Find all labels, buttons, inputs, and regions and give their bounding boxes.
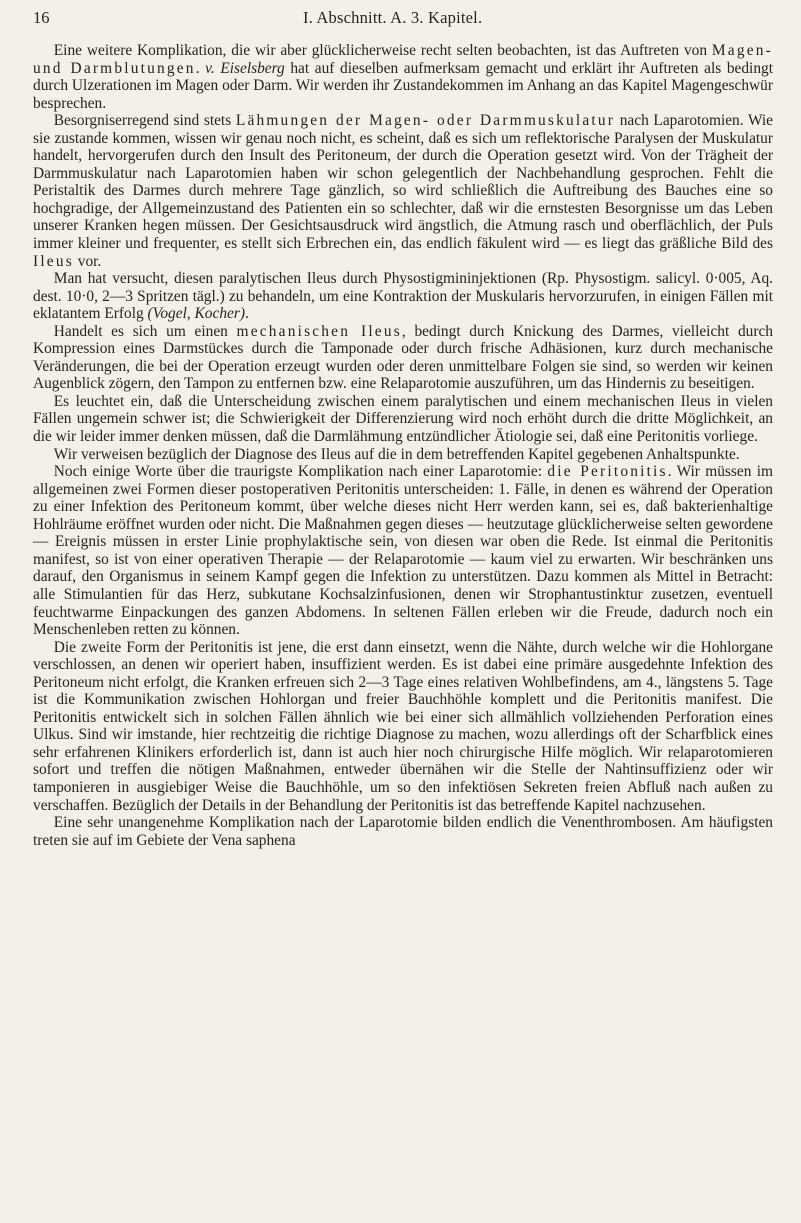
text-run: Besorgniserregend sind stets (53, 112, 236, 130)
text-run: Die zweite Form der Peritonitis ist jene, die erst dann einsetzt, wenn die Nähte, durch welche wir die Hohlorgane verschlossen, an denen wir operiert haben, insuffizient werden. Es ist dabei eine primäre ausgedehnte Infektion des Peritoneum nicht erfolgt, die Kranken erfreuen sich 2—3 Tage eines relativen Wohlbefindens, am 4., längstens 5. Tage ist die Kommunikation zwischen Hohlorgan und freier Bauchhöhle komplett und die Peritonitis manifest. Die Peritonitis entwickelt sich in solchen Fällen ähnlich wie bei einer sich allmählich vollziehenden Perforation eines Ulkus. Sind wir imstande, hier rechtzeitig die richtige Diagnose zu machen, wozu allerdings oft der Scharfblick eines sehr erfahrenen Klinikers erforderlich ist, dann ist auch hier noch chirurgische Hilfe möglich. Wir relaparotomieren sofort und treffen die nötigen Maßnahmen, entweder übernähen wir die Stelle der Nahtinsuffizienz oder wir tamponieren in ausgiebiger Weise die Bauchhöhle, um so den infektiösen Sekreten freien Abfluß nach außen zu verschaffen. Bezüglich der Details in der Behandlung der Peritonitis ist das betreffende Kapitel nachzusehen. (33, 638, 773, 814)
emphasis-magen-darmblutungen: Magen- und Darmblutungen (33, 42, 773, 77)
emphasis-peritonitis: die Peritonitis (547, 463, 668, 481)
running-title: I. Abschnitt. A. 3. Kapitel. (303, 8, 483, 27)
text-run: nach Laparotomien. Wie sie zustande kommen, wissen wir genau noch nicht, es scheint, daß es sich um reflektorische Paralysen der Muskulatur handelt, hervorgerufen durch den Insult des Peritoneum, der durch die Operation gesetzt wird. Von der Trägheit der Darmmuskulatur nach Laparotomien haben wir schon gelegentlich der Nachbehandlung gesprochen. Fehlt die Peristaltik des Darmes durch mehrere Tage gänzlich, so wird schließlich die Auftreibung des Bauches eine so hochgradige, der Allgemeinzustand des Patienten ein so schlechter, daß wir die ernstesten Besorgnisse um das Leben unserer Kranken hegen müssen. Der Gesichtsausdruck wird ängstlich, die Atmung rasch und oberflächlich, der Puls immer kleiner und frequenter, es stellt sich Erbrechen ein, das endlich fäkulent wird — es liegt das gräßliche Bild des (33, 112, 773, 253)
text-run: hat auf dieselben aufmerksam gemacht und erklärt ihr Auftreten als bedingt durch Ulzerationen im Magen oder Darm. Wir werden ihr Zustandekommen im Anhang an das Kapitel Magengeschwür besprechen. (33, 59, 773, 112)
text-run: , bedingt durch Knickung des Darmes, vielleicht durch Kompression eines Darmstückes durch die Tamponade oder durch frische Adhäsionen, kurz durch mechanische Veränderungen, die bei der Operation erzeugt wurden oder deren unmittelbare Folgen sie sind, so werden wir keinen Augenblick zögern, den Tampon zu entfernen bzw. eine Relaparotomie auszuführen, um das Hindernis zu beseitigen. (33, 322, 773, 393)
paragraph-mechanical-ileus (33, 323, 773, 393)
text-run: Eine weitere Komplikation, die wir aber glücklicherweise recht selten beobachten, ist das Auftreten von (53, 42, 712, 59)
text-run: Man hat versucht, diesen paralytischen Ileus durch Physostigmininjektionen (Rp. Physostigm. salicyl. 0·005, Aq. dest. 10·0, 2—3 Spritzen tägl.) zu behandeln, um eine Kontraktion der Muskularis hervorzurufen, in einigen Fällen mit eklatantem Erfolg (33, 270, 773, 323)
paragraph-thrombosis (33, 814, 773, 849)
emphasis-mechanischer-ileus: mechanischen Ileus (236, 322, 402, 340)
text-run: . Wir müssen im allgemeinen zwei Formen dieser postoperativen Peritonitis unterscheiden: 1. Fälle, in denen es während der Operation zu einer Infektion des Peritoneum kommt, über welche dieses nicht Herr werden kann, sei es, daß bakterienhaltige Hohlräume eröffnet wurden oder nicht. Die Maßnahmen gegen dieses — heutzutage glücklicherweise selten gewordene — Ereignis müssen in erster Linie prophylaktische sein, von diesen war oben die Rede. Ist einmal die Peritonitis manifest, so ist von einer operativen Therapie — der Relaparotomie — kaum viel zu erwarten. Wir beschränken uns darauf, den Organismus in seinem Kampf gegen die Infektion zu unterstützen. Dazu kommen als Mittel in Betracht: alle Stimulantien für das Herz, subkutane Kochsalzinfusionen, denen wir Strophantustinktur zusetzen, eventuell feuchtwarme Einpackungen des ganzen Abdomens. In seltenen Fällen erleben wir die Freude, dadurch noch ein Menschenleben retten zu können. (33, 463, 773, 639)
page-header (33, 6, 773, 30)
page-number: 16 (33, 8, 50, 27)
text-run: Eine sehr unangenehme Komplikation nach der Laparotomie bilden endlich die Venenthrombosen. Am häufigsten treten sie auf im Gebiete der Vena saphena (33, 814, 773, 849)
author-citation: (Vogel, Kocher) (147, 305, 245, 323)
paragraph-peritonitis (33, 463, 773, 638)
emphasis-ileus: Ileus (33, 252, 74, 270)
emphasis-lahmungen: Lähmungen der Magen- oder Darmmuskulatur (235, 112, 616, 130)
author-citation: v. Eiselsberg (205, 59, 285, 77)
text-run: Es leuchtet ein, daß die Unterscheidung zwischen einem paralytischen und einem mechanischen Ileus in vielen Fällen ungemein schwer ist; die Schwierigkeit der Differenzierung wird noch erhöht durch die dritte Möglichkeit, an die wir leider immer denken müssen, daß die Darmlähmung entzündlicher Ätiologie sei, daß eine Peritonitis vorliege. (33, 392, 773, 446)
text-run: . (244, 305, 249, 323)
text-run: vor. (73, 252, 102, 270)
paragraph-diagnosis-reference (33, 446, 773, 464)
text-run: Wir verweisen bezüglich der Diagnose des Ileus auf die in dem betreffenden Kapitel gegebenen Anhaltspunkte. (53, 445, 740, 463)
paragraph-differentiation (33, 393, 773, 446)
paragraph-paralysis (33, 112, 773, 270)
text-run: Noch einige Worte über die traurigste Komplikation nach einer Laparotomie: (53, 463, 548, 481)
text-run: Handelt es sich um einen (53, 322, 237, 340)
paragraph-second-form (33, 639, 773, 814)
body-text (33, 42, 773, 849)
paragraph-physostigmin (33, 270, 773, 323)
paragraph-bleeding (33, 42, 773, 112)
text-run: . (195, 59, 206, 77)
